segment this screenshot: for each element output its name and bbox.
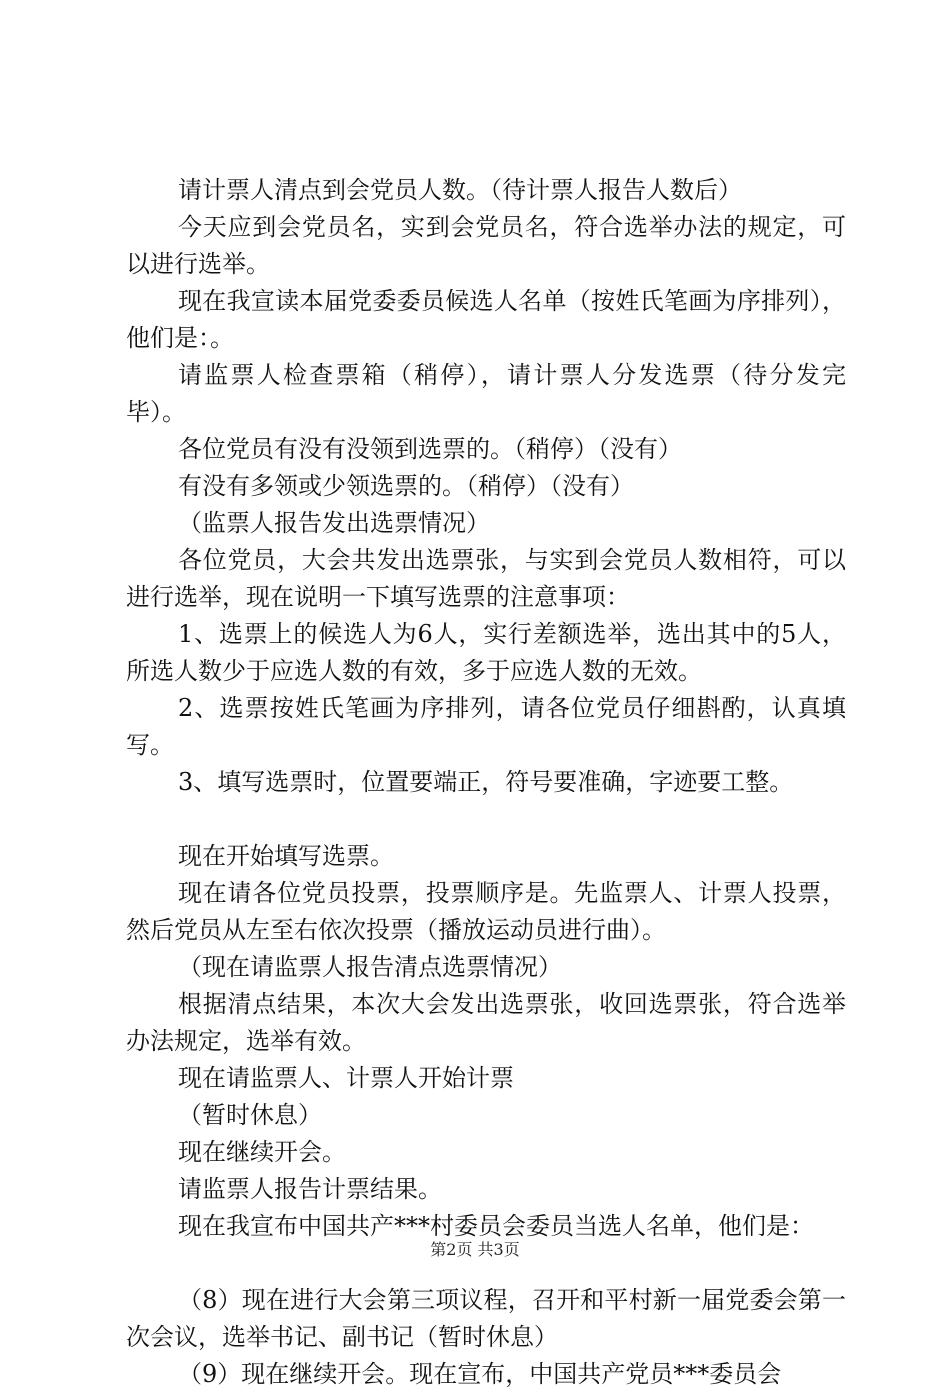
- page-footer: [0, 1238, 950, 1262]
- paragraph-6: 有没有多领或少领选票的。（稍停）（没有）: [178, 472, 634, 500]
- paragraph-22: （9）现在继续开会。现在宣布，中国共产党员***委员会: [178, 1360, 782, 1388]
- paragraph-20: 现在我宣布中国共产***村委员会委员当选人名单，他们是：: [178, 1212, 814, 1240]
- paragraph-12: 现在开始填写选票。: [178, 842, 394, 870]
- paragraph-15: 根据清点结果，本次大会发出选票张，收回选票张，符合选举办法规定，选举有效。: [126, 990, 846, 1055]
- paragraph-7: （监票人报告发出选票情况）: [178, 509, 490, 537]
- page-number-label: 第2页 共3页: [430, 1240, 520, 1259]
- paragraph-14: （现在请监票人报告清点选票情况）: [178, 953, 562, 981]
- paragraph-21: （8）现在进行大会第三项议程，召开和平村新一届党委会第一次会议，选举书记、副书记（暂时休息）: [126, 1286, 846, 1351]
- paragraph-9: 1、选票上的候选人为6人，实行差额选举，选出其中的5人，所选人数少于应选人数的有效，多于应选人数的无效。: [126, 620, 846, 685]
- paragraph-16: 现在请监票人、计票人开始计票: [178, 1064, 514, 1092]
- paragraph-8: 各位党员，大会共发出选票张，与实到会党员人数相符，可以进行选举，现在说明一下填写选票的注意事项：: [126, 546, 846, 611]
- paragraph-2: 今天应到会党员名，实到会党员名，符合选举办法的规定，可以进行选举。: [126, 213, 846, 278]
- blank-line: [126, 801, 846, 838]
- paragraph-17: （暂时休息）: [178, 1101, 322, 1129]
- paragraph-11: 3、填写选票时，位置要端正，符号要准确，字迹要工整。: [178, 768, 794, 796]
- paragraph-1: 请计票人清点到会党员人数。（待计票人报告人数后）: [178, 176, 742, 204]
- paragraph-3: 现在我宣读本届党委委员候选人名单（按姓氏笔画为序排列），他们是：。: [126, 287, 846, 352]
- paragraph-19: 请监票人报告计票结果。: [178, 1175, 442, 1203]
- paragraph-13: 现在请各位党员投票，投票顺序是。先监票人、计票人投票，然后党员从左至右依次投票（播放运动员进行曲）。: [126, 879, 846, 944]
- paragraph-5: 各位党员有没有没领到选票的。（稍停）（没有）: [178, 435, 682, 463]
- document-body: [126, 172, 846, 1393]
- paragraph-18: 现在继续开会。: [178, 1138, 346, 1166]
- paragraph-10: 2、选票按姓氏笔画为序排列，请各位党员仔细斟酌，认真填写。: [126, 694, 846, 759]
- paragraph-4: 请监票人检查票箱（稍停），请计票人分发选票（待分发完毕）。: [126, 361, 846, 426]
